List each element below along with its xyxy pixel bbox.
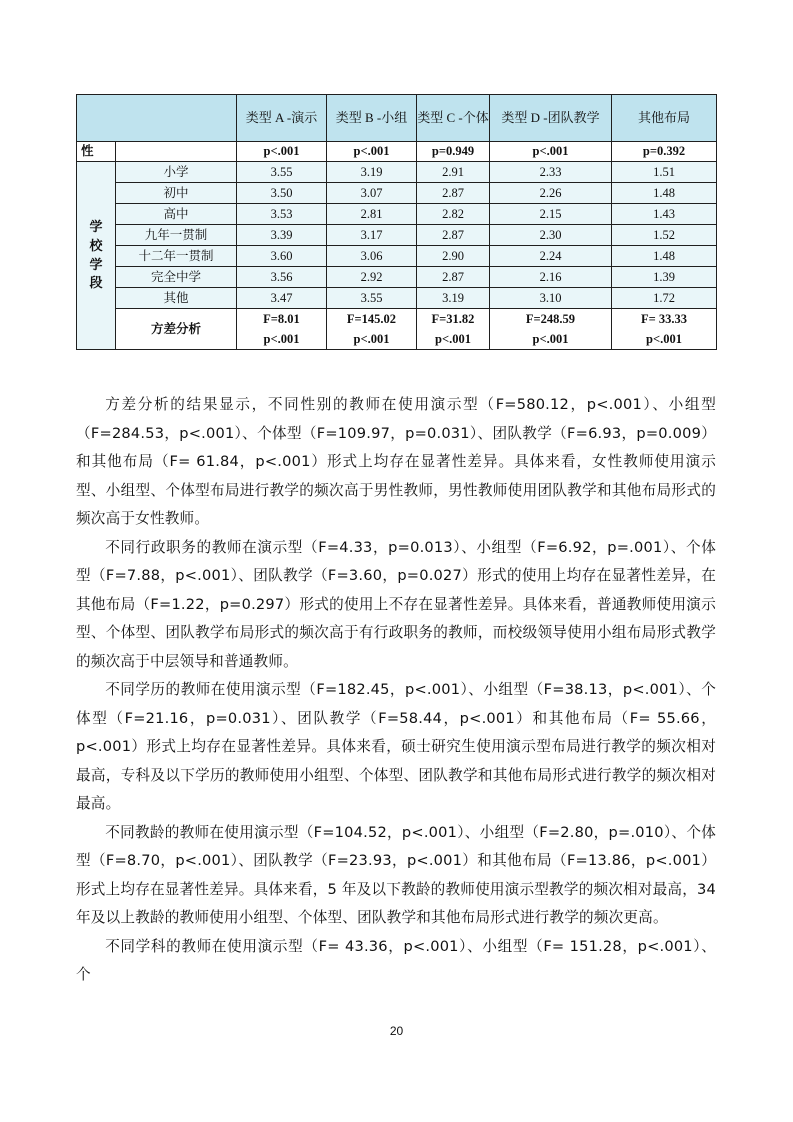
table-cell: 2.92 bbox=[327, 267, 417, 288]
table-cell: 2.87 bbox=[417, 267, 490, 288]
table-cell: 2.91 bbox=[417, 162, 490, 183]
anova-cell bbox=[612, 309, 717, 350]
anova-cell bbox=[490, 309, 612, 350]
header-row bbox=[77, 95, 717, 142]
anova-f-value: F=145.02 bbox=[346, 311, 397, 326]
anova-p-value: p<.001 bbox=[353, 332, 390, 346]
table-cell: 3.55 bbox=[327, 288, 417, 309]
paragraph-gender: 方差分析的结果显示，不同性别的教师在使用演示型（F=580.12，p<.001）、小组型（F=284.53，p<.001）、个体型（F=109.97，p=0.031）、团队教学（F=6.93，p=0.009）和其他布局（F= 61.84，p<.001）形式上均存在显著性差异。具体来看，女性教师使用演示型、小组型、个体型布局进行教学的频次高于男性教师，男性教师使用团队教学和其他布局形式的频次高于女性教师。 bbox=[76, 396, 716, 527]
table-cell: 2.16 bbox=[490, 267, 612, 288]
table-cell: 3.06 bbox=[327, 246, 417, 267]
table-cell: 1.43 bbox=[612, 204, 717, 225]
table-row bbox=[77, 162, 717, 183]
table-cell: 1.48 bbox=[612, 183, 717, 204]
gender-value: p=0.392 bbox=[612, 142, 717, 162]
table-row bbox=[77, 267, 717, 288]
table-cell: 1.72 bbox=[612, 288, 717, 309]
anova-p-value: p<.001 bbox=[435, 332, 471, 346]
anova-label: 方差分析 bbox=[116, 309, 237, 350]
table-cell: 3.10 bbox=[490, 288, 612, 309]
table-cell: 2.82 bbox=[417, 204, 490, 225]
gender-blank-cell bbox=[116, 142, 237, 162]
group-label-text: 学校学段 bbox=[89, 218, 103, 291]
header-type-a: 类型 A -演示 bbox=[237, 95, 327, 142]
row-label: 小学 bbox=[116, 162, 237, 183]
row-label: 九年一贯制 bbox=[116, 225, 237, 246]
table-cell: 2.26 bbox=[490, 183, 612, 204]
anova-p-value: p<.001 bbox=[263, 332, 300, 346]
row-label: 完全中学 bbox=[116, 267, 237, 288]
body-text bbox=[76, 391, 716, 990]
paragraph-admin-role: 不同行政职务的教师在演示型（F=4.33，p=0.013）、小组型（F=6.92，p=.001）、个体型（F=7.88，p<.001）、团队教学（F=3.60，p=0.027）形式的使用上均存在显著性差异，在其他布局（F=1.22，p=0.297）形式的使用上不存在显著性差异。具体来看，普通教师使用演示型、个体型、团队教学布局形式的频次高于有行政职务的教师，而校级领导使用小组布局形式教学的频次高于中层领导和普通教师。 bbox=[76, 538, 716, 670]
table-cell: 2.87 bbox=[417, 183, 490, 204]
table-cell: 3.47 bbox=[237, 288, 327, 309]
table-cell: 1.39 bbox=[612, 267, 717, 288]
table-cell: 1.52 bbox=[612, 225, 717, 246]
anova-f-value: F= 33.33 bbox=[640, 311, 687, 326]
table-cell: 3.55 bbox=[237, 162, 327, 183]
anova-f-value: F=248.59 bbox=[525, 311, 576, 326]
table-cell: 2.30 bbox=[490, 225, 612, 246]
gender-value: p<.001 bbox=[490, 142, 612, 162]
table-cell: 2.24 bbox=[490, 246, 612, 267]
paragraph-education: 不同学历的教师在使用演示型（F=182.45，p<.001）、小组型（F=38.13，p<.001）、个体型（F=21.16，p=0.031）、团队教学（F=58.44，p<.001）和其他布局（F= 55.66，p<.001）形式上均存在显著性差异。具体来看，硕士研究生使用演示型布局进行教学的频次相对最高，专科及以下学历的教师使用小组型、个体型、团队教学和其他布局形式进行教学的频次相对最高。 bbox=[76, 681, 716, 812]
table-cell: 3.39 bbox=[237, 225, 327, 246]
table-cell: 3.60 bbox=[237, 246, 327, 267]
anova-cell bbox=[327, 309, 417, 350]
paragraph-teaching-years: 不同教龄的教师在使用演示型（F=104.52，p<.001）、小组型（F=2.80，p=.010）、个体型（F=8.70，p<.001）、团队教学（F=23.93，p<.001）和其他布局（F=13.86，p<.001）形式上均存在显著性差异。具体来看，5 年及以下教龄的教师使用演示型教学的频次相对最高，34 年及以上教龄的教师使用小组型、个体型、团队教学和其他布局形式进行教学的频次更高。 bbox=[76, 823, 716, 926]
page-number: 20 bbox=[389, 1024, 404, 1038]
anova-f-value: F=8.01 bbox=[263, 311, 300, 326]
gender-value: p<.001 bbox=[327, 142, 417, 162]
header-other: 其他布局 bbox=[612, 95, 717, 142]
anova-p-value: p<.001 bbox=[646, 332, 682, 346]
header-type-d: 类型 D -团队教学 bbox=[490, 95, 612, 142]
table-cell: 2.87 bbox=[417, 225, 490, 246]
results-table bbox=[76, 94, 717, 350]
table-row bbox=[77, 225, 717, 246]
group-label-school-stage bbox=[77, 162, 116, 350]
row-label: 其他 bbox=[116, 288, 237, 309]
header-blank-cell bbox=[77, 95, 237, 142]
table-cell: 2.90 bbox=[417, 246, 490, 267]
table-cell: 2.15 bbox=[490, 204, 612, 225]
table-row bbox=[77, 183, 717, 204]
paragraph-subject: 不同学科的教师在使用演示型（F= 43.36，p<.001）、小组型（F= 151.28，p<.001）、个 bbox=[76, 937, 716, 983]
anova-p-value: p<.001 bbox=[532, 332, 569, 346]
table-cell: 2.81 bbox=[327, 204, 417, 225]
table-cell: 3.17 bbox=[327, 225, 417, 246]
table-cell: 3.07 bbox=[327, 183, 417, 204]
table-row bbox=[77, 204, 717, 225]
table-cell: 1.51 bbox=[612, 162, 717, 183]
table-cell: 3.53 bbox=[237, 204, 327, 225]
table-cell: 3.50 bbox=[237, 183, 327, 204]
table-row bbox=[77, 246, 717, 267]
anova-cell bbox=[237, 309, 327, 350]
gender-label: 性 bbox=[77, 142, 116, 162]
row-label: 高中 bbox=[116, 204, 237, 225]
anova-cell bbox=[417, 309, 490, 350]
table-cell: 3.56 bbox=[237, 267, 327, 288]
table-cell: 3.19 bbox=[327, 162, 417, 183]
row-label: 初中 bbox=[116, 183, 237, 204]
table-cell: 3.19 bbox=[417, 288, 490, 309]
gender-row bbox=[77, 142, 717, 162]
header-type-b: 类型 B -小组 bbox=[327, 95, 417, 142]
table-cell: 1.48 bbox=[612, 246, 717, 267]
gender-value: p<.001 bbox=[237, 142, 327, 162]
gender-value: p=0.949 bbox=[417, 142, 490, 162]
table-cell: 2.33 bbox=[490, 162, 612, 183]
table-row bbox=[77, 288, 717, 309]
anova-f-value: F=31.82 bbox=[431, 311, 475, 326]
header-type-c: 类型 C -个体 bbox=[417, 95, 490, 142]
row-label: 十二年一贯制 bbox=[116, 246, 237, 267]
anova-row bbox=[77, 309, 717, 350]
